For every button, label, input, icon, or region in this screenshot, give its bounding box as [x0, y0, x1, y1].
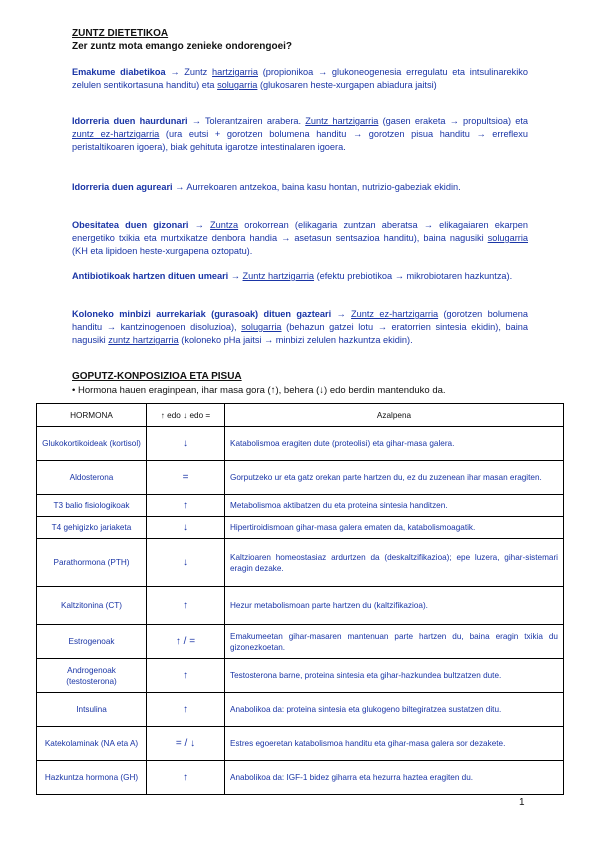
case-paragraph: Emakume diabetikoa → Zuntz hartzigarria (propionikoa → glukoneogenesia erregulatu eta intsulinarekiko zelulen sentikortasuna handitu) eta solugarria (glukosaren heste-xurgapen abiadura jaitsi) [72, 67, 528, 90]
question: Zer zuntz mota emango zenieke ondorengoei? [72, 41, 293, 52]
case-paragraph: Obesitatea duen gizonari → Zuntza orokorrean (elikagaria zuntzan aberatsa → elikagaiaren ekarpen energetiko txikia eta murtxikatze denbora handia → asetasun sentsazioa handitu), baina nagusiki solugarria (KH eta lipidoen heste-xurgapena oztopatu). [72, 220, 528, 256]
table-row: T3 balio fisiologikoak ↑ Metabolismoa aktibatzen du eta proteina sintesia handitzen. [37, 495, 564, 517]
column-header: Azalpena [225, 404, 564, 427]
section-note: • Hormona hauen eraginpean, ihar masa gora (↑), behera (↓) edo berdin mantenduko da. [72, 385, 446, 396]
table-row: Kaltzitonina (CT) ↑ Hezur metabolismoan parte hartzen du (kaltzifikazioa). [37, 587, 564, 625]
page-number: 1 [519, 797, 525, 808]
table-row: T4 gehigizko jariaketa ↓ Hipertiroidismoan gihar-masa galera ematen da, katabolismoagatik. [37, 517, 564, 539]
hormone-table [36, 403, 564, 795]
table-row: Hazkuntza hormona (GH) ↑ Anabolikoa da: IGF-1 bidez giharra eta hezurra haztea eragiten du. [37, 761, 564, 795]
case-paragraph: Idorreria duen haurdunari → Tolerantzairen arabera. Zuntz hartzigarria (gasen eraketa → propultsioa) eta zuntz ez-hartzigarria (ura eutsi + gorotzen bolumena handitu → gorotzen pisua handitu → erreflexu peristaltikoaren igoera), biak gehituta igarotze intestinalaren igoera. [72, 116, 528, 152]
case-subject: Idorreria duen agureari [72, 182, 173, 192]
case-subject: Idorreria duen haurdunari [72, 116, 188, 126]
table-row: Glukokortikoideak (kortisol) ↓ Katabolismoa eragiten dute (proteolisi) eta gihar-masa galera. [37, 427, 564, 461]
case-subject: Antibiotikoak hartzen dituen umeari [72, 271, 229, 281]
table-row: Aldosterona = Gorputzeko ur eta gatz orekan parte hartzen du, ez du zuzenean ihar masan eragiten. [37, 461, 564, 495]
table-row: Estrogenoak ↑ / = Emakumeetan gihar-masaren mantenuan parte hartzen du, baina eragin txikia du gizonezkoetan. [37, 625, 564, 659]
page-title: ZUNTZ DIETETIKOA [72, 28, 169, 39]
case-paragraph: Koloneko minbizi aurrekariak (gurasoak) dituen gazteari → Zuntz ez-hartzigarria (gorotzen bolumena handitu → kantzinogenoen disoluzioa), solugarria (behazun gatzei lotu → eratorrien sintesia ekidin), baina nagusiki zuntz hartzigarria (koloneko pHa jaitsi → minbizi zelulen hazkuntza ekidin). [72, 309, 529, 345]
table-row: Androgenoak (testosterona) ↑ Testosterona barne, proteina sintesia eta gihar-hazkundea bultzatzen dute. [37, 659, 564, 693]
table-row: Katekolaminak (NA eta A) = / ↓ Estres egoeretan katabolismoa handitu eta gihar-masa galera sor dezakete. [37, 727, 564, 761]
column-header: HORMONA [37, 404, 147, 427]
table-row: Intsulina ↑ Anabolikoa da: proteina sintesia eta glukogeno biltegiratzea sustatzen ditu. [37, 693, 564, 727]
case-paragraph: Antibiotikoak hartzen dituen umeari → Zuntz hartzigarria (efektu prebiotikoa → mikrobiotaren hazkuntza). [72, 271, 513, 281]
section-title: GOPUTZ-KONPOSIZIOA ETA PISUA [72, 371, 242, 382]
case-subject: Emakume diabetikoa [72, 67, 166, 77]
column-header: ↑ edo ↓ edo = [147, 404, 225, 427]
case-subject: Koloneko minbizi aurrekariak (gurasoak) dituen gazteari [72, 309, 332, 319]
table-row: Parathormona (PTH) ↓ Kaltzioaren homeostasiaz ardurtzen da (deskaltzifikazioa); epe luzera, gihar-sistemari eragin dezake. [37, 539, 564, 587]
case-subject: Obesitatea duen gizonari [72, 220, 189, 230]
case-paragraph: Idorreria duen agureari → Aurrekoaren antzekoa, baina kasu hontan, nutrizio-gabeziak ekidin. [72, 182, 461, 192]
table-header-row [37, 404, 564, 427]
